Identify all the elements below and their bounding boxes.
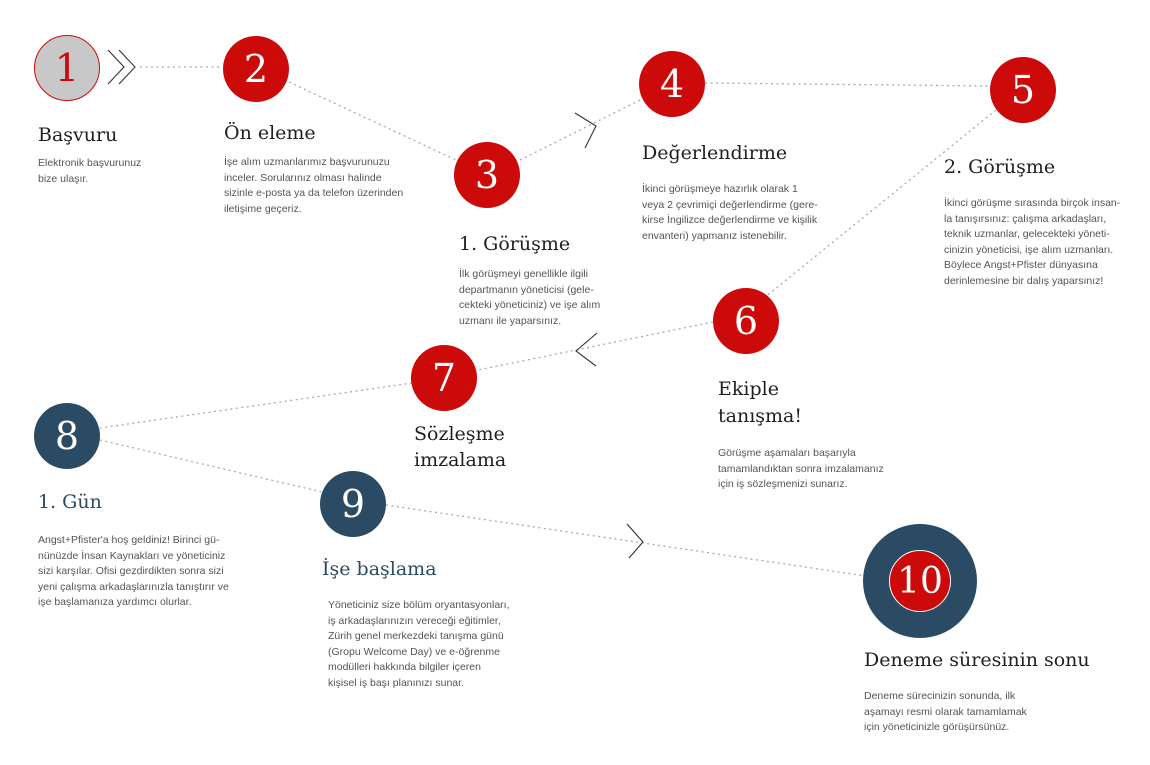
step-5-description-line: Böylece Angst+Pfister dünyasına [944,259,1098,271]
step-9-description-line: iş arkadaşlarınızın vereceği eğitimler, [328,614,501,627]
step-6-description-line: Görüşme aşamaları başarıyla [718,447,856,459]
step-3-description-line: departmanın yöneticisi (gele- [459,283,594,296]
step-8-description [38,533,229,611]
step-8-circle [34,403,100,469]
step-5-description-line: İkinci görüşme sırasında birçok insan- [944,197,1121,209]
connector-segment [478,322,713,370]
step-1-title: Başvuru [38,124,118,146]
step-7-number: 7 [431,356,457,400]
step-10-description [864,689,1027,736]
step-5-description-line: derinlemesine bir dalış yaparsınız! [944,274,1104,287]
step-6-title [718,376,802,430]
step-7-circle [411,345,477,411]
step-6-circle [713,288,779,354]
chevron-arrow-icon [575,113,596,148]
step-8-description-line: işe başlamanıza yardımcı olurlar. [38,596,192,608]
step-3-description [459,267,600,329]
step-7-title [414,421,506,473]
step-9-description-line: Zürih genel merkezdeki tanışma günü [328,630,504,642]
step-1-description-line: bize ulaşır. [38,172,89,185]
step-1-number: 1 [54,46,80,90]
step-9-circle [320,471,386,537]
step-5-description-line: la tanışırsınız: çalışma arkadaşları, [944,212,1107,225]
step-5-description-line: teknik uzmanlar, gelecekteki yöneti- [944,228,1110,240]
step-10-title: Deneme süresinin sonu [864,649,1090,671]
step-2-description-line: inceler. Sorularınız olması halinde [224,171,382,184]
step-5-circle [990,57,1056,123]
step-3-description-line: İlk görüşmeyi genellikle ilgili [459,268,588,280]
step-9-description-line: Yöneticiniz size bölüm oryantasyonları, [328,599,510,611]
step-8-title: 1. Gün [38,491,102,513]
step-6-number: 6 [733,299,759,343]
step-5-title: 2. Görüşme [944,156,1056,178]
chevron-arrow-icon [108,50,124,84]
step-2-circle [223,36,289,102]
step-6-description-line: için iş sözleşmenizi sunarız. [718,478,848,490]
step-6-description [718,446,884,493]
step-8-description-line: yeni çalışma arkadaşlarınızla tanıştırır ve [38,580,229,593]
step-8-description-line: nünüzde İnsan Kaynakları ve yöneticiniz [38,549,226,562]
step-5-description [944,196,1120,289]
step-6-title-line-1: Ekiple [718,378,779,400]
step-1-description [38,156,141,187]
step-3-description-line: cekteki yöneticiniz) ve işe alım [459,299,601,311]
step-10-description-line: için yöneticinizle görüşürsünüz. [864,721,1010,733]
step-9-description-line: (Gropu Welcome Day) ve e-öğrenme [328,645,500,658]
step-4-description-line: envanteri) yapmanız istenebilir. [642,229,787,242]
step-4-title: Değerlendirme [642,142,788,164]
step-10-number: 10 [897,560,943,602]
step-4-description-line: kirse İngilizce değerlendirme ve kişilik [642,214,818,226]
step-1-description-line: Elektronik başvurunuz [38,157,142,169]
step-5-description-line: cinizin yöneticisi, işe alım uzmanları. [944,243,1114,256]
step-7-title-line-1: Sözleşme [414,423,505,445]
connector-segment [705,83,990,86]
step-10-ring [863,524,977,638]
step-9-description-line: kişisel iş başı planınızı sunar. [328,676,464,689]
step-3-number: 3 [474,153,500,197]
step-2-title: Ön eleme [224,122,316,144]
chevron-arrow-icon [119,50,135,84]
step-8-description-line: Angst+Pfister'a hoş geldiniz! Birinci gü- [38,534,220,546]
step-4-number: 4 [659,62,685,106]
step-9-title: İşe başlama [322,558,437,580]
step-3-circle [454,142,520,208]
connector-segment [520,100,640,160]
step-8-description-line: sizi karşılar. Ofisi gezdirdikten sonra sizi [38,565,224,577]
step-3-title: 1. Görüşme [459,233,571,255]
step-6-title-line-2: tanışma! [718,405,803,427]
step-2-number: 2 [243,47,269,91]
step-4-description-line: İkinci görüşmeye hazırlık olarak 1 [642,183,798,195]
chevron-arrow-icon [576,333,597,366]
step-4-description-line: veya 2 çevrimiçi değerlendirme (gere- [642,198,818,211]
step-2-description [224,155,403,217]
connector-segment [100,440,322,492]
step-10-circle [889,550,951,612]
step-1-circle [34,35,100,101]
step-10-description-line: aşamayı resmi olarak tamamlamak [864,705,1027,718]
step-4-circle [639,51,705,117]
step-9-description-line: modülleri hakkında bilgiler içeren [328,661,481,673]
step-2-description-line: İşe alım uzmanlarımız başvurunuzu [224,156,390,168]
step-4-description [642,182,818,244]
step-10-description-line: Deneme sürecinizin sonunda, ilk [864,690,1016,702]
step-7-title-line-2: imzalama [414,449,507,471]
step-2-description-line: sizinle e-posta ya da telefon üzerinden [224,187,404,199]
connector-segment [386,505,893,580]
step-2-description-line: iletişime geçeriz. [224,202,302,215]
step-3-description-line: uzmanı ile yaparsınız. [459,314,562,327]
chevron-arrow-icon [627,524,643,558]
step-5-number: 5 [1010,68,1036,112]
step-8-number: 8 [54,414,80,458]
step-9-number: 9 [340,482,366,526]
connector-segment [100,383,412,428]
step-6-description-line: tamamlandıktan sonra imzalamanız [718,462,884,475]
step-9-description [328,598,510,691]
